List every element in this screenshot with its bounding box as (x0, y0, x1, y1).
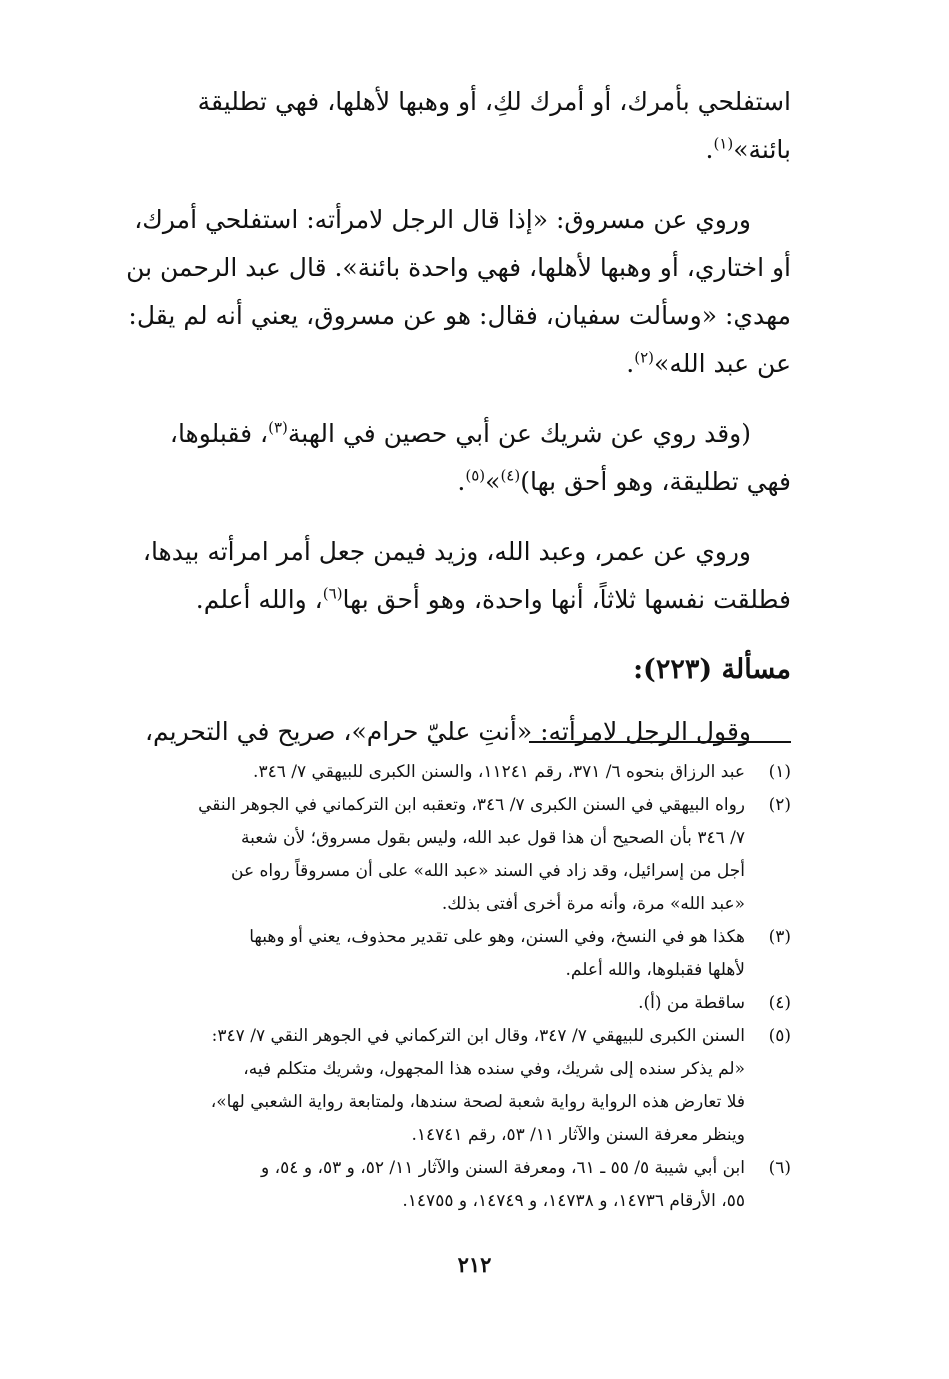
main-text (98, 78, 791, 778)
text-fragment: ، فقبلوها، (169, 419, 269, 448)
footnote-number: (٤) (768, 993, 791, 1013)
footnote-text (98, 789, 745, 921)
footnote-ref: (٦) (322, 584, 343, 603)
paragraph-5 (98, 708, 791, 756)
text-fragment: . (626, 349, 635, 378)
footnote-number: (٣) (768, 927, 791, 947)
footnote-line: أجل من إسرائيل، وقد زاد في السند «عبد الله» على أن مسروقاً رواه عن (231, 861, 745, 881)
text-fragment: . (457, 467, 466, 496)
footnote-ref: (١) (713, 134, 734, 153)
footnote-line: عبد الرزاق بنحوه ٦/ ٣٧١، رقم ١١٢٤١، والسنن الكبرى للبيهقي ٧/ ٣٤٦. (253, 762, 745, 782)
footnote-line: وينظر معرفة السنن والآثار ١١/ ٥٣، رقم ١٤٧٤١. (411, 1125, 745, 1145)
page-number: ٢١٢ (457, 1252, 492, 1277)
footnote-line: «لم يذكر سنده إلى شريك، وفي سنده هذا المجهول، وشريك متكلم فيه، (243, 1059, 745, 1079)
footnote-line: هكذا هو في النسخ، وفي السنن، وهو على تقدير محذوف، يعني أو وهبها (249, 927, 745, 947)
paragraph-3 (98, 410, 791, 506)
footnote-line: لأهلها فقبلوها، والله أعلم. (565, 960, 745, 980)
section-heading: مسألة (٢٢٣): (633, 654, 791, 685)
text-fragment: » (485, 467, 501, 496)
text-line: وروي عن عمر، وعبد الله، وزيد فيمن جعل أمر امرأته بيدها، (142, 537, 751, 566)
footnote-line: رواه البيهقي في السنن الكبرى ٧/ ٣٤٦، وتعقبه ابن التركماني في الجوهر النقي (198, 795, 745, 815)
text-fragment: عن عبد الله» (654, 349, 791, 378)
text-line: وروي عن مسروق: «إذا قال الرجل لامرأته: استفلحي أمرك، (134, 205, 751, 234)
text-line (98, 458, 791, 506)
footnote-text (98, 756, 745, 789)
footnote-line: السنن الكبرى للبيهقي ٧/ ٣٤٧، وقال ابن التركماني في الجوهر النقي ٧/ ٣٤٧: (211, 1026, 745, 1046)
footnote-ref: (٢) (634, 348, 655, 367)
text-fragment: فطلقت نفسها ثلاثاً، أنها واحدة، وهو أحق بها (342, 585, 791, 614)
footnote-line: ساقطة من (أ). (638, 993, 745, 1013)
footnote-number: (١) (768, 762, 791, 782)
footnote-line: ابن أبي شيبة ٥/ ٥٥ ـ ٦١، ومعرفة السنن والآثار ١١/ ٥٢، و ٥٣، و ٥٤، و (261, 1158, 745, 1178)
footnote-text (98, 1152, 745, 1218)
footnote-line: «عبد الله» مرة، وأنه مرة أخرى أفتى بذلك. (441, 894, 745, 914)
footnote (98, 1152, 791, 1218)
footnote-line: ٧/ ٣٤٦ بأن الصحيح أن هذا قول عبد الله، وليس بقول مسروق؛ لأن شعبة (240, 828, 745, 848)
footnote-ref: (٥) (465, 466, 486, 485)
text-fragment: ، والله أعلم. (195, 585, 323, 614)
footnote (98, 987, 791, 1020)
text-fragment: . (705, 135, 714, 164)
footnote-ref: (٣) (268, 418, 288, 437)
text-line: وقول الرجل لامرأته: «أنتِ عليّ حرام»، صريح في التحريم، (144, 717, 751, 746)
footnote-number: (٥) (768, 1026, 791, 1046)
text-fragment: فهي تطليقة، وهو أحق بها) (520, 467, 791, 496)
footnote-number: (٢) (768, 795, 791, 815)
text-line: مهدي: «وسألت سفيان، فقال: هو عن مسروق، يعني أنه لم يقل: (128, 301, 791, 330)
footnote-text (98, 1020, 745, 1152)
text-line (98, 576, 791, 624)
footnote-line: فلا تعارض هذه الرواية رواية شعبة لصحة سندها، ولمتابعة رواية الشعبي لها»، (210, 1092, 745, 1112)
paragraph-2 (98, 196, 791, 388)
footnote (98, 921, 791, 987)
footnote-text (98, 921, 745, 987)
text-fragment: بائنة» (733, 135, 791, 164)
text-fragment: (وقد روي عن شريك عن أبي حصين في الهبة (287, 419, 751, 448)
text-line: استفلحي بأمرك، أو أمرك لكِ، أو وهبها لأهلها، فهي تطليقة (197, 87, 791, 116)
footnote-number: (٦) (768, 1158, 791, 1178)
text-line (98, 126, 791, 174)
text-line: أو اختاري، أو وهبها لأهلها، فهي واحدة بائنة». قال عبد الرحمن بن (126, 253, 791, 282)
footnote (98, 1020, 791, 1152)
footnote-ref: (٤) (500, 466, 521, 485)
text-line (98, 340, 791, 388)
footnotes (98, 756, 791, 1218)
footnote-separator (529, 741, 791, 743)
paragraph-4 (98, 528, 791, 624)
footnote (98, 789, 791, 921)
footnote-line: ٥٥، الأرقام ١٤٧٣٦، و ١٤٧٣٨، و ١٤٧٤٩، و ١٤٧٥٥. (402, 1191, 745, 1211)
footnote (98, 756, 791, 789)
text-line (98, 410, 791, 458)
footnote-text (98, 987, 745, 1020)
paragraph-1 (98, 78, 791, 174)
